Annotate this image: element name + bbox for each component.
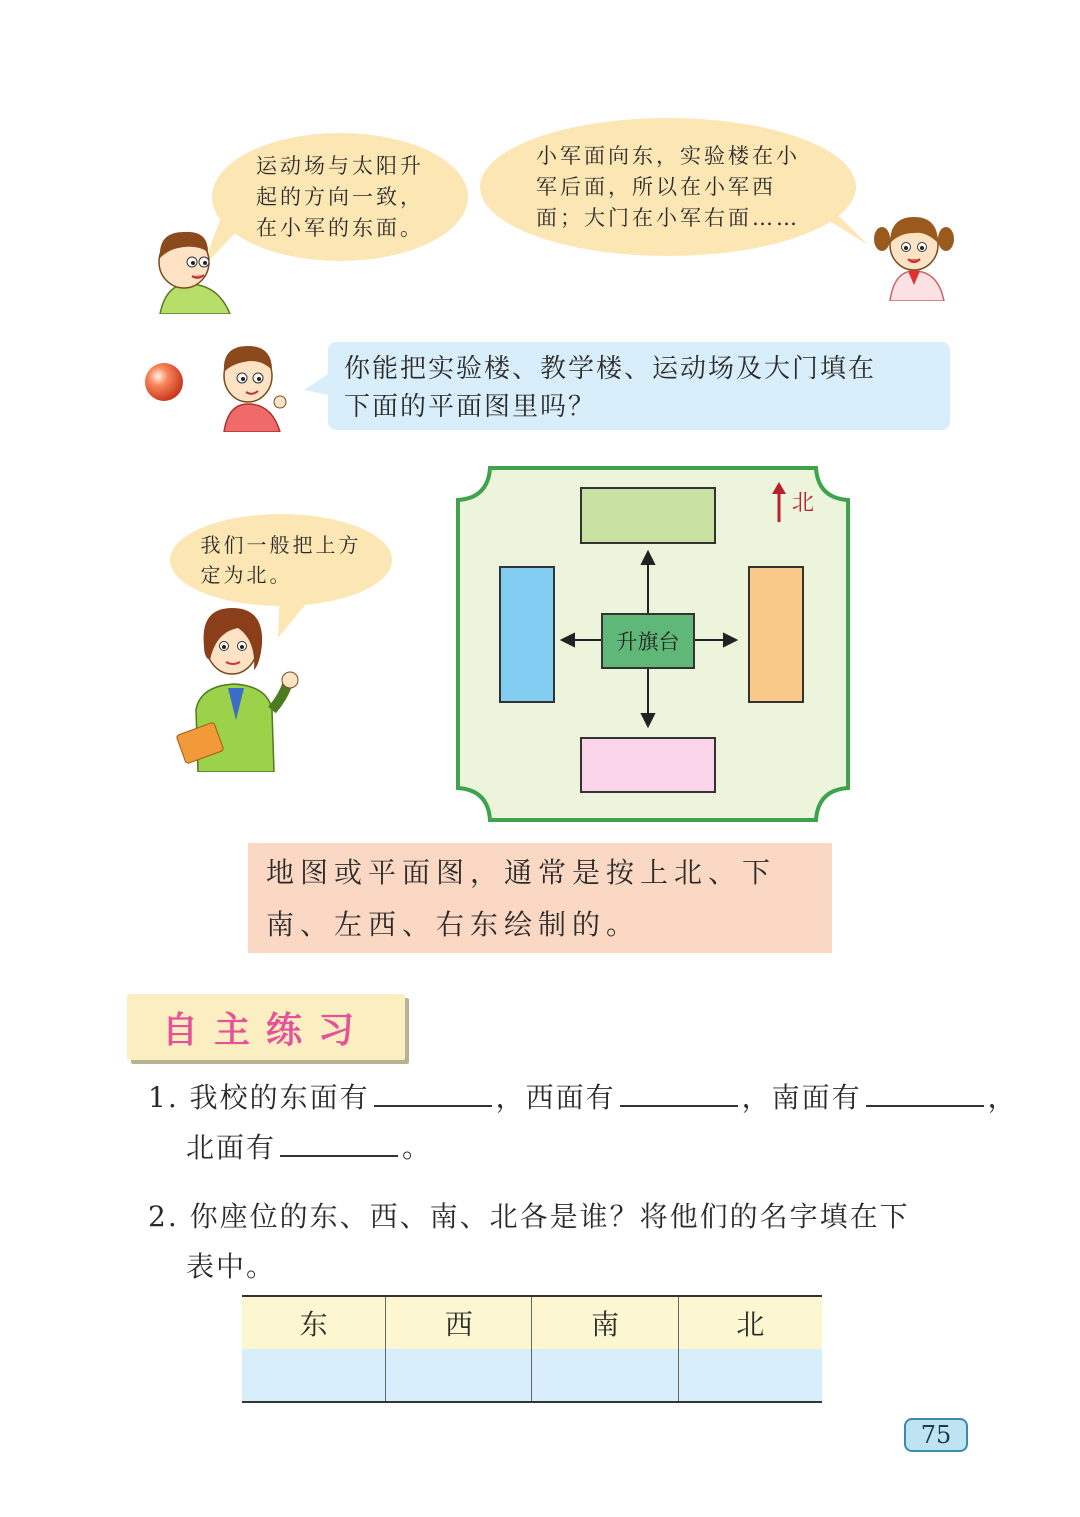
teacher-illustration: [176, 600, 306, 772]
exercise-1-text-b: ，西面有: [495, 1081, 616, 1114]
north-label: 北: [792, 491, 815, 516]
table-header-row: [242, 1296, 822, 1349]
blank-east[interactable]: [374, 1075, 492, 1107]
table-cell-east[interactable]: [242, 1349, 386, 1402]
plan-building-right: [749, 567, 803, 702]
teacher-speech-text: 我们一般把上方 定为北。: [200, 533, 362, 587]
table-header-south: 南: [532, 1296, 678, 1349]
table-header-west: 西: [386, 1296, 532, 1349]
boy-thinking-illustration: [208, 338, 292, 432]
table-cell-south[interactable]: [532, 1349, 678, 1402]
section-title: 自主练习: [127, 994, 405, 1060]
speech-bubble-boy: [212, 133, 468, 261]
blank-north[interactable]: [280, 1125, 398, 1157]
flag-platform-label: 升旗台: [616, 630, 680, 654]
table-header-east: 东: [242, 1296, 386, 1349]
boy-speech-text: 运动场与太阳升 起的方向一致， 在小军的东面。: [256, 153, 424, 240]
exercise-1-text-e: 北面有: [186, 1131, 277, 1164]
page-number: 75: [904, 1418, 968, 1452]
plan-building-top: [581, 488, 715, 543]
table-cell-west[interactable]: [386, 1349, 532, 1402]
question-box: [328, 342, 950, 430]
map-rule-box: [248, 843, 832, 953]
speech-bubble-girl: [480, 118, 856, 256]
red-bullet-icon: [143, 361, 185, 403]
plan-building-bottom: [581, 738, 715, 792]
direction-table: [242, 1295, 822, 1403]
exercise-1-number: 1.: [148, 1081, 179, 1114]
exercise-1: [148, 1073, 1048, 1123]
exercise-1-text-f: 。: [402, 1131, 433, 1164]
exercise-1-text-a: 我校的东面有: [189, 1081, 370, 1114]
question-text: 你能把实验楼、教学楼、运动场及大门填在 下面的平面图里吗？: [344, 354, 877, 422]
blank-south[interactable]: [866, 1075, 984, 1107]
bubble-tail-girl: [820, 215, 870, 255]
girl-illustration: [868, 205, 960, 301]
girl-speech-text: 小军面向东，实验楼在小 军后面，所以在小军西 面；大门在小军右面……: [536, 143, 800, 230]
exercise-1-text-d: ，: [987, 1081, 1018, 1114]
boy-illustration: [148, 222, 240, 314]
exercise-2-line-1: 你座位的东、西、南、北各是谁？将他们的名字填在下: [189, 1200, 910, 1233]
plan-building-left: [500, 567, 554, 702]
exercise-1-line-2: [186, 1123, 432, 1173]
map-rule-text: 地图或平面图，通常是按上北、下 南、左西、右东绘制的。: [266, 856, 777, 941]
school-plan-map: [456, 466, 850, 822]
blank-west[interactable]: [620, 1075, 738, 1107]
exercise-2: [148, 1192, 1048, 1242]
table-header-north: 北: [678, 1296, 822, 1349]
exercise-2-line-2: 表中。: [186, 1250, 277, 1283]
table-row: [242, 1349, 822, 1402]
table-cell-north[interactable]: [678, 1349, 822, 1402]
exercise-2-number: 2.: [148, 1200, 179, 1233]
exercise-1-text-c: ，南面有: [741, 1081, 862, 1114]
